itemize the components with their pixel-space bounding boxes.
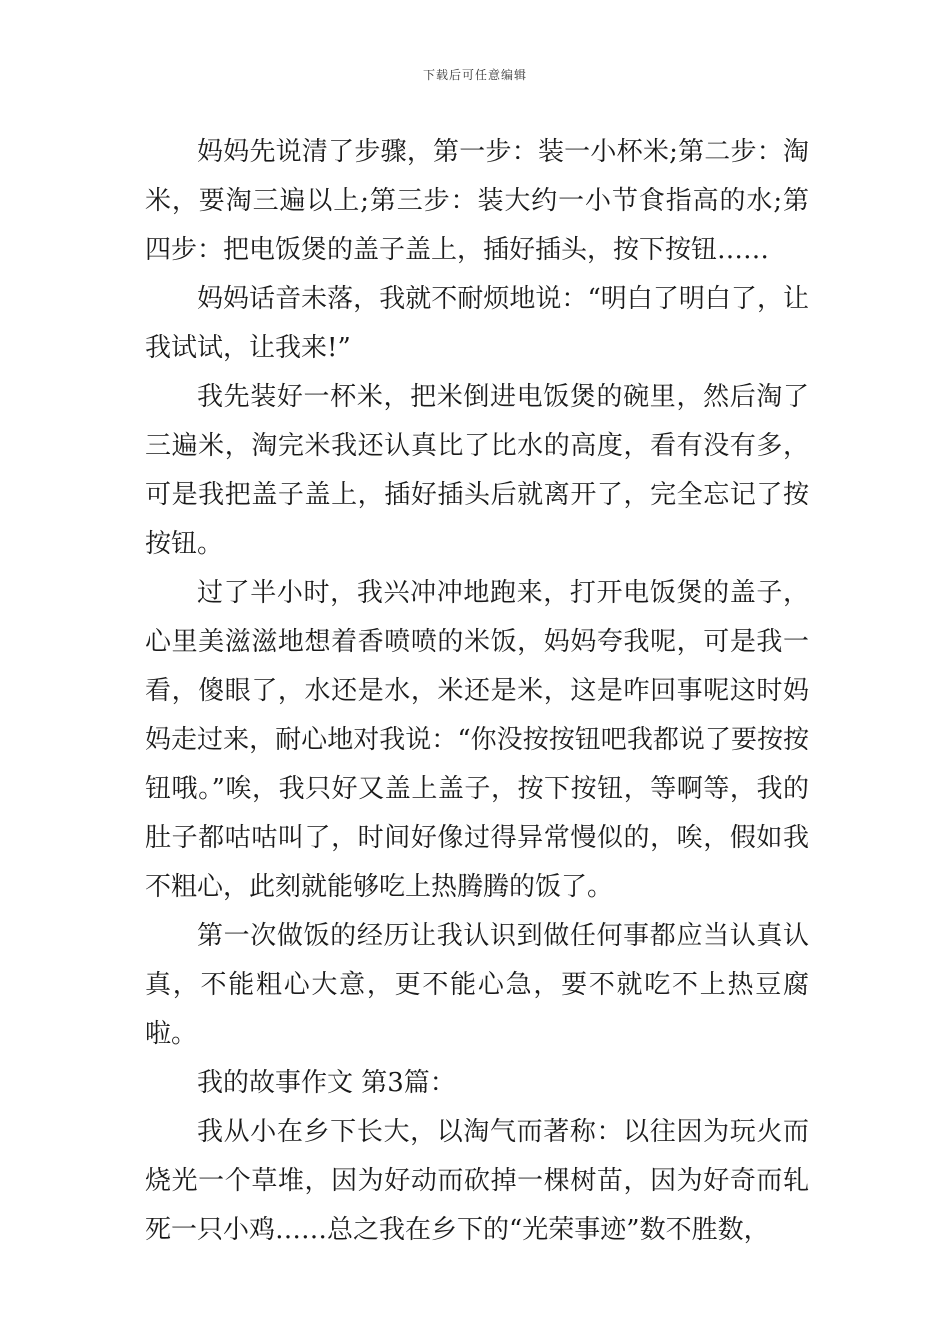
paragraph-steps: 妈妈先说清了步骤，第一步：装一小杯米;第二步：淘米，要淘三遍以上;第三步：装大约一小节食指高的水;第四步：把电饭煲的盖子盖上，插好插头，按下按钮…… [145, 137, 809, 265]
paragraph-impatient: 妈妈话音未落，我就不耐烦地说：“明白了明白了，让我试试，让我来!” [145, 284, 809, 363]
paragraph-lesson: 第一次做饭的经历让我认识到做任何事都应当认真认真，不能粗心大意，更不能心急，要不就吃不上热豆腐啦。 [145, 921, 809, 1049]
paragraph-childhood: 我从小在乡下长大，以淘气而著称：以往因为玩火而烧光一个草堆，因为好动而砍掉一棵树苗，因为好奇而轧死一只小鸡……总之我在乡下的“光荣事迹”数不胜数， [145, 1117, 809, 1245]
page-header: 下载后可任意编辑 [422, 68, 527, 82]
paragraph-cooking: 我先装好一杯米，把米倒进电饭煲的碗里，然后淘了三遍米，淘完米我还认真比了比水的高度，看有没有多，可是我把盖子盖上，插好插头后就离开了，完全忘记了按按钮。 [145, 382, 809, 559]
paragraph-forgot-button: 过了半小时，我兴冲冲地跑来，打开电饭煲的盖子，心里美滋滋地想着香喷喷的米饭，妈妈夸我呢，可是我一看，傻眼了，水还是水，米还是米，这是咋回事呢这时妈妈走过来，耐心地对我说：“你没按按钮吧我都说了要按按钮哦。”唉，我只好又盖上盖子，按下按钮，等啊等，我的肚子都咕咕叫了，时间好像过得异常慢似的，唉，假如我不粗心，此刻就能够吃上热腾腾的饭了。 [145, 578, 809, 902]
document-body [145, 128, 809, 1255]
section-heading: 我的故事作文 第3篇： [197, 1068, 456, 1098]
